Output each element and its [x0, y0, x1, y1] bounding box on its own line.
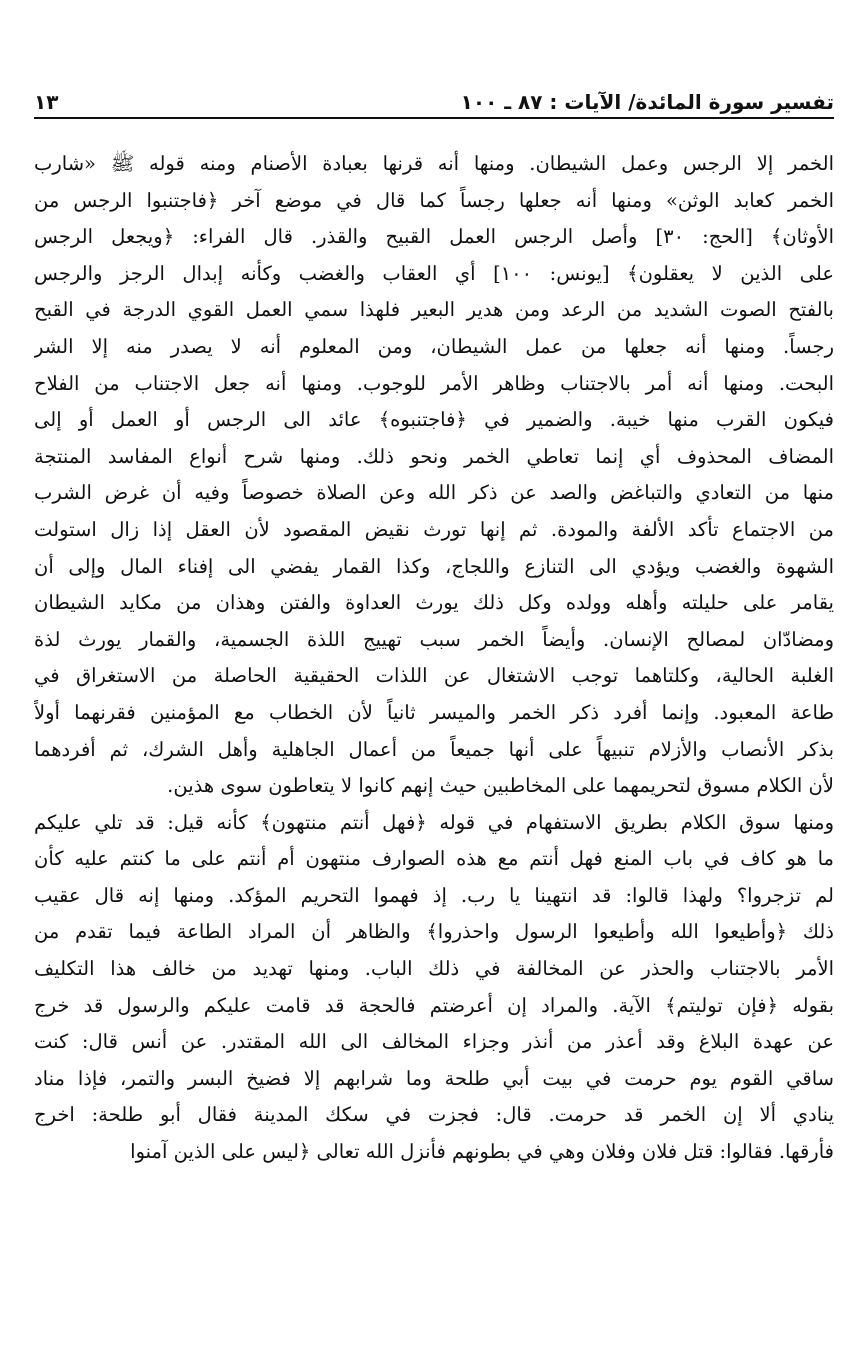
text-line: الخمر كعابد الوثن» ومنها أنه جعلها رجساً كما قال في موضع آخر ﴿فاجتنبوا الرجس من	[34, 188, 834, 212]
text-line: من الاجتماع تأكد الألفة والمودة. ثم إنها تورث نقيض المقصود لأن العقل إذا زال استولت	[34, 517, 834, 541]
text-line: بقوله ﴿فإن توليتم﴾ الآية. والمراد إن أعرضتم فالحجة قد قامت عليكم والرسول قد خرج	[34, 993, 834, 1017]
text-line: عن عهدة البلاغ وقد أعذر من أنذر وجزاء المخالف الى الله المقتدر. عن أنس قال: كنت	[34, 1030, 834, 1054]
text-line: بذكر الأنصاب والأزلام تنبيهاً على أنها جميعاً من أعمال الجاهلية وأهل الشرك، ثم أفردهما	[34, 737, 834, 761]
running-title: تفسير سورة المائدة/ الآيات : ٨٧ ـ ١٠٠	[460, 90, 834, 114]
text-line: طاعة المعبود. وإنما أفرد ذكر الخمر والميسر ثانياً لأن الخطاب مع المؤمنين فقرنهما أولاً	[34, 700, 834, 724]
text-line: ومضادّان لمصالح الإنسان. وأيضاً الخمر سبب تهييج اللذة الجسمية، والقمار يورث لذة	[34, 627, 834, 651]
text-line: يقامر على حليلته وأهله وولده وكل ذلك يورث العداوة والفتن وهذان من مكايد الشيطان	[34, 591, 834, 615]
text-line: الشهوة والغضب ويؤدي الى التنازع واللجاج، وكذا القمار يفضي الى إفناء المال وإلى أن	[34, 554, 834, 578]
text-line: ومنها سوق الكلام بطريق الاستفهام في قوله ﴿فهل أنتم منتهون﴾ كأنه قيل: قد تلي عليكم	[34, 810, 834, 834]
body-text	[34, 146, 834, 1171]
text-line: منها من التعادي والتباغض والصد عن ذكر الله وعن الصلاة خصوصاً وفيه أن غرض الشرب	[34, 481, 834, 505]
text-line: ينادي ألا إن الخمر قد حرمت. قال: فجزت في سكك المدينة فقال أبو طلحة: اخرج	[34, 1103, 834, 1127]
text-line: ساقي القوم يوم حرمت في بيت أبي طلحة وما شرابهم إلا فضيخ البسر والتمر، فإذا مناد	[34, 1066, 834, 1090]
text-line: الغلبة الحالية، وكلتاهما توجب الاشتغال عن اللذات الحقيقية الحاصلة من الاستغراق في	[34, 664, 834, 688]
text-line: البحت. ومنها أنه أمر بالاجتناب وظاهر الأمر للوجوب. ومنها أنه جعل الاجتناب من الفلاح	[34, 371, 834, 395]
text-line: لأن الكلام مسوق لتحريمهما على المخاطبين حيث إنهم كانوا لا يتعاطون سوى هذين.	[167, 774, 834, 798]
text-line: الأمر بالاجتناب والحذر عن المخالفة في ذلك الباب. ومنها تهديد من خالف هذا التكليف	[34, 957, 834, 981]
text-line: فيكون القرب منها خيبة. والضمير في ﴿فاجتنبوه﴾ عائد الى الرجس أو العمل أو إلى	[34, 408, 834, 432]
page-header	[34, 80, 834, 114]
text-line: فأرقها. فقالوا: قتل فلان وفلان وهي في بطونهم فأنزل الله تعالى ﴿ليس على الذين آمنوا	[130, 1140, 834, 1164]
text-line: الخمر إلا الرجس وعمل الشيطان. ومنها أنه قرنها بعبادة الأصنام ومنه قوله ﷺ «شارب	[34, 152, 834, 175]
page-number: ١٣	[34, 90, 59, 114]
text-line: رجساً. ومنها أنه جعلها من عمل الشيطان، ومن المعلوم أنه لا يصدر منه إلا الشر	[34, 334, 834, 358]
text-line: لم تزجروا؟ ولهذا قالوا: قد انتهينا يا رب. إذ فهموا التحريم المؤكد. ومنها إنه قال عقيب	[34, 883, 834, 907]
text-line: ذلك ﴿وأطيعوا الله وأطيعوا الرسول واحذروا﴾ والظاهر أن المراد الطاعة فيما تقدم من	[34, 920, 834, 944]
text-line: المضاف المحذوف أي إنما تعاطي الخمر ونحو ذلك. ومنها شرح أنواع المفاسد المنتجة	[34, 444, 834, 468]
text-line: على الذين لا يعقلون﴾ [يونس: ١٠٠] أي العقاب والغضب وكأنه إبدال الرجز والرجس	[34, 261, 834, 285]
text-line: بالفتح الصوت الشديد من الرعد ومن هدير البعير فلهذا سمي العمل القوي الدرجة في القبح	[34, 298, 834, 322]
text-line: الأوثان﴾ [الحج: ٣٠] وأصل الرجس العمل القبيح والقذر. قال الفراء: ﴿ويجعل الرجس	[34, 225, 834, 249]
header-rule	[34, 117, 834, 119]
text-line: ما هو كاف في باب المنع فهل أنتم مع هذه الصوارف منتهون أم أنتم على ما كنتم عليه كأن	[34, 847, 834, 871]
